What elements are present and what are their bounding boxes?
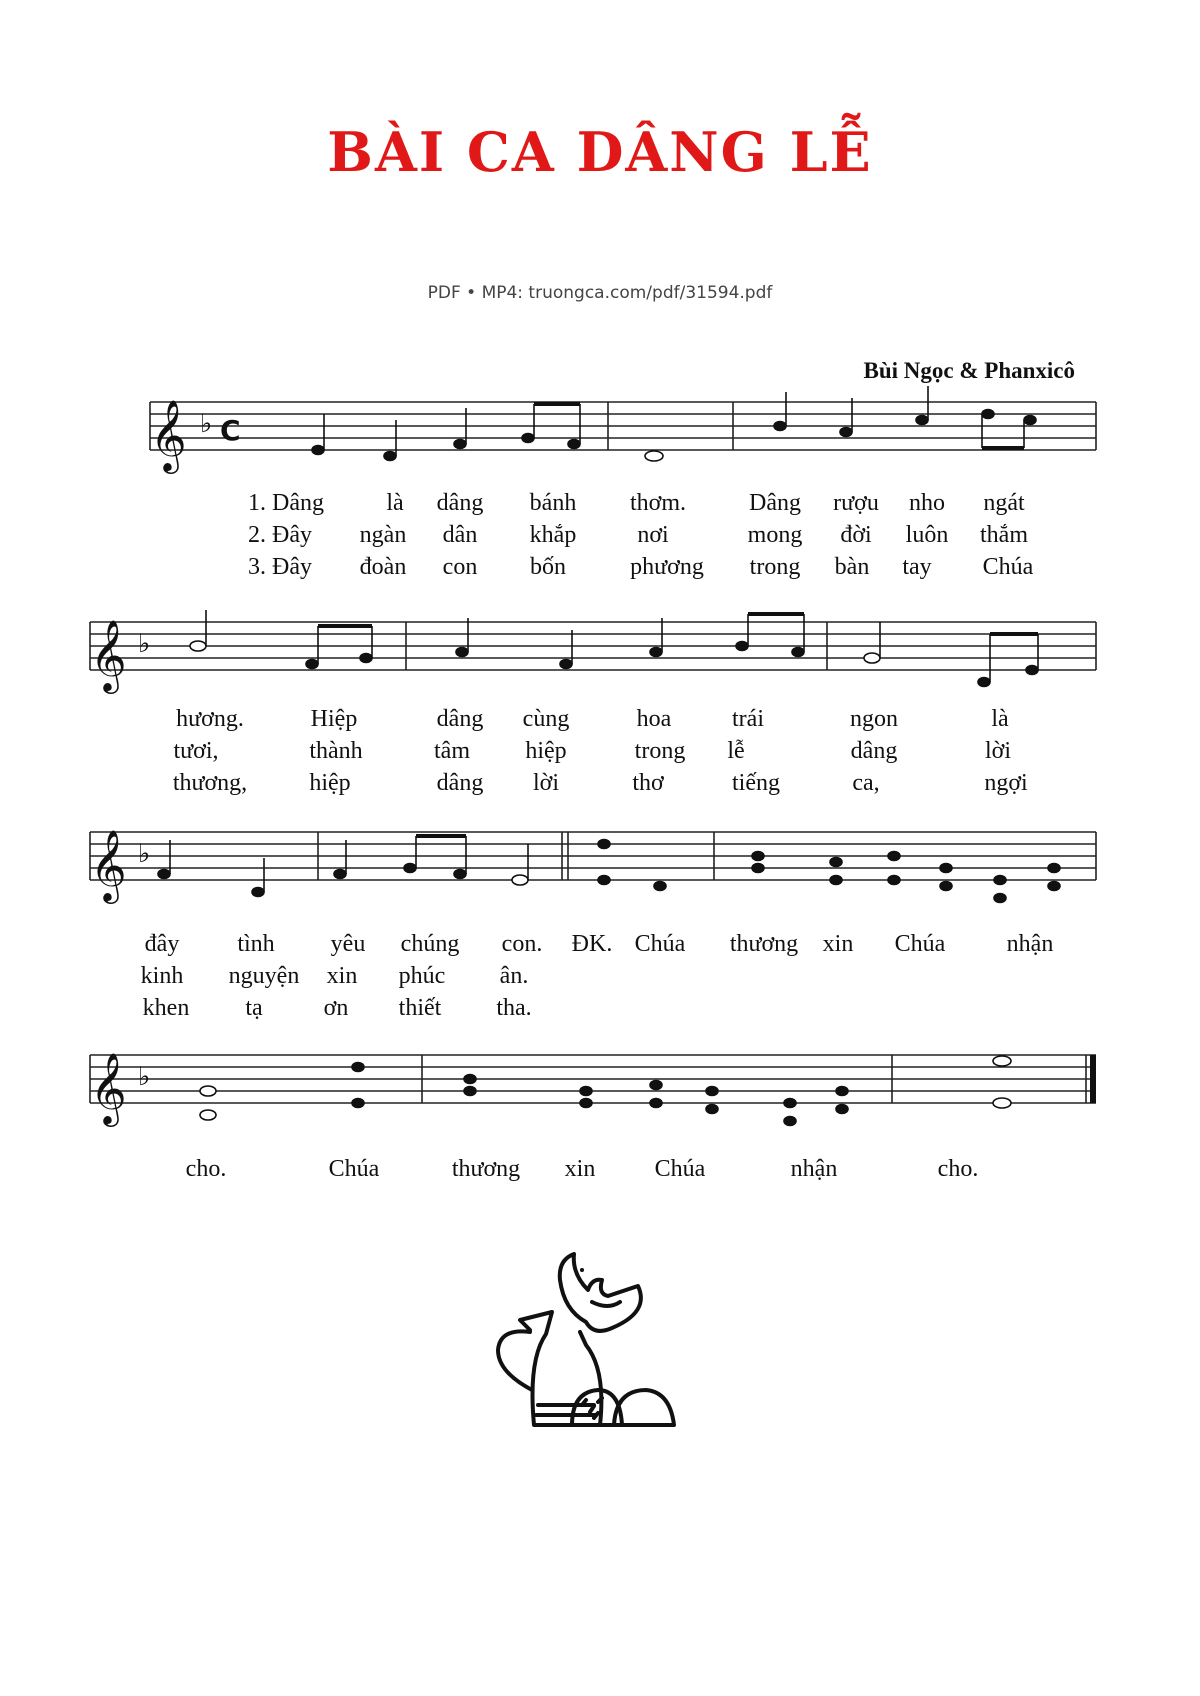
lyric: trong xyxy=(749,554,801,580)
lyric: xin xyxy=(822,931,854,957)
lyric: dâng xyxy=(436,706,484,732)
lyric: chúng xyxy=(400,931,460,957)
lyric: thương, xyxy=(172,770,248,796)
lyric: Chúa xyxy=(634,931,686,957)
lyric: Hiệp xyxy=(310,706,358,732)
lyric: tiếng xyxy=(732,770,780,796)
lyric: ngợi xyxy=(984,770,1028,796)
lyric: nhận xyxy=(1006,931,1054,957)
lyric: tay xyxy=(902,554,932,580)
lyric: hương. xyxy=(176,706,244,732)
lyric: mong xyxy=(747,522,803,548)
lyric: con. xyxy=(501,931,543,957)
lyric: ơn xyxy=(323,995,349,1021)
lyric: dân xyxy=(442,522,478,548)
lyric: 3. Đây xyxy=(248,554,312,580)
lyric: khen xyxy=(142,995,190,1021)
lyric: nho xyxy=(909,490,945,516)
lyric: đoàn xyxy=(359,554,407,580)
lyric: Chúa xyxy=(654,1156,706,1182)
lyric: Chúa xyxy=(894,931,946,957)
lyric: xin xyxy=(564,1156,596,1182)
lyric: 1. Dâng xyxy=(248,490,324,516)
lyric: tha. xyxy=(496,995,532,1021)
lyric: phương xyxy=(630,554,704,580)
lyric: kinh xyxy=(140,963,184,989)
lyric: ĐK. xyxy=(571,931,613,957)
lyric: thành xyxy=(309,738,363,764)
lyric: thiết xyxy=(398,995,442,1021)
flat-sign: ♭ xyxy=(138,1062,151,1092)
lyric: lời xyxy=(532,770,560,796)
lyric: con xyxy=(442,554,478,580)
lyric: cho. xyxy=(937,1156,979,1182)
lyric: là xyxy=(386,490,404,516)
lyric: bốn xyxy=(530,554,566,580)
lyric: là xyxy=(991,706,1009,732)
lyric: cùng xyxy=(522,706,570,732)
lyric: thơ xyxy=(632,770,664,796)
lyric: thắm xyxy=(980,522,1028,548)
lyric: đây xyxy=(144,931,180,957)
treble-clef: 𝄞 xyxy=(90,618,127,691)
lyric: luôn xyxy=(905,522,949,548)
treble-clef: 𝄞 xyxy=(150,398,187,471)
lyric: Chúa xyxy=(328,1156,380,1182)
lyric: tươi, xyxy=(173,738,219,764)
lyric: hiệp xyxy=(309,770,351,796)
lyric: xin xyxy=(326,963,358,989)
lyric: ca, xyxy=(852,770,880,796)
lyric: dâng xyxy=(850,738,898,764)
lyric: đời xyxy=(840,522,872,548)
lyric: yêu xyxy=(330,931,366,957)
lyric: tạ xyxy=(245,995,263,1021)
lyric: tâm xyxy=(434,738,470,764)
song-title: BÀI CA DÂNG LỄ xyxy=(327,120,873,184)
lyric: 2. Đây xyxy=(248,522,312,548)
flat-sign: ♭ xyxy=(138,629,151,659)
staff-lines xyxy=(90,402,1096,1103)
lyric: bánh xyxy=(529,490,577,516)
lyric: Chúa xyxy=(982,554,1034,580)
lyric: ngàn xyxy=(359,522,407,548)
lyric: nguyện xyxy=(228,963,300,989)
final-barline xyxy=(1090,1055,1096,1103)
lyric: ngát xyxy=(983,490,1025,516)
treble-clef: 𝄞 xyxy=(90,828,127,901)
lyric: thương xyxy=(451,1156,521,1182)
lyric: phúc xyxy=(398,963,446,989)
lyric: tình xyxy=(237,931,275,957)
lyric: dâng xyxy=(436,490,484,516)
lyric: thơm. xyxy=(629,490,687,516)
bar-lines xyxy=(90,402,1096,1103)
lyric: nơi xyxy=(637,522,669,548)
source-link[interactable]: PDF • MP4: truongca.com/pdf/31594.pdf xyxy=(427,283,773,303)
lyric: rượu xyxy=(833,490,879,516)
treble-clef: 𝄞 xyxy=(90,1051,127,1124)
lyric: lời xyxy=(984,738,1012,764)
common-time: C xyxy=(220,414,241,447)
lyric: trong xyxy=(634,738,686,764)
lyric: bàn xyxy=(834,554,870,580)
lyric: khắp xyxy=(529,522,577,548)
lyric: hiệp xyxy=(525,738,567,764)
lyric: hoa xyxy=(636,706,672,732)
lyric: cho. xyxy=(185,1156,227,1182)
lyric: ngon xyxy=(850,706,898,732)
jug-bread-dove-icon xyxy=(490,1250,720,1440)
lyric: trái xyxy=(732,706,764,732)
lyric: Dâng xyxy=(749,490,801,516)
composer-credit: Bùi Ngọc & Phanxicô xyxy=(863,358,1075,383)
lyric: nhận xyxy=(790,1156,838,1182)
flat-sign: ♭ xyxy=(138,839,151,869)
flat-sign: ♭ xyxy=(200,409,213,439)
lyric: ân. xyxy=(499,963,529,989)
lyric: thương xyxy=(729,931,799,957)
lyric: dâng xyxy=(436,770,484,796)
lyric: lễ xyxy=(727,738,745,764)
